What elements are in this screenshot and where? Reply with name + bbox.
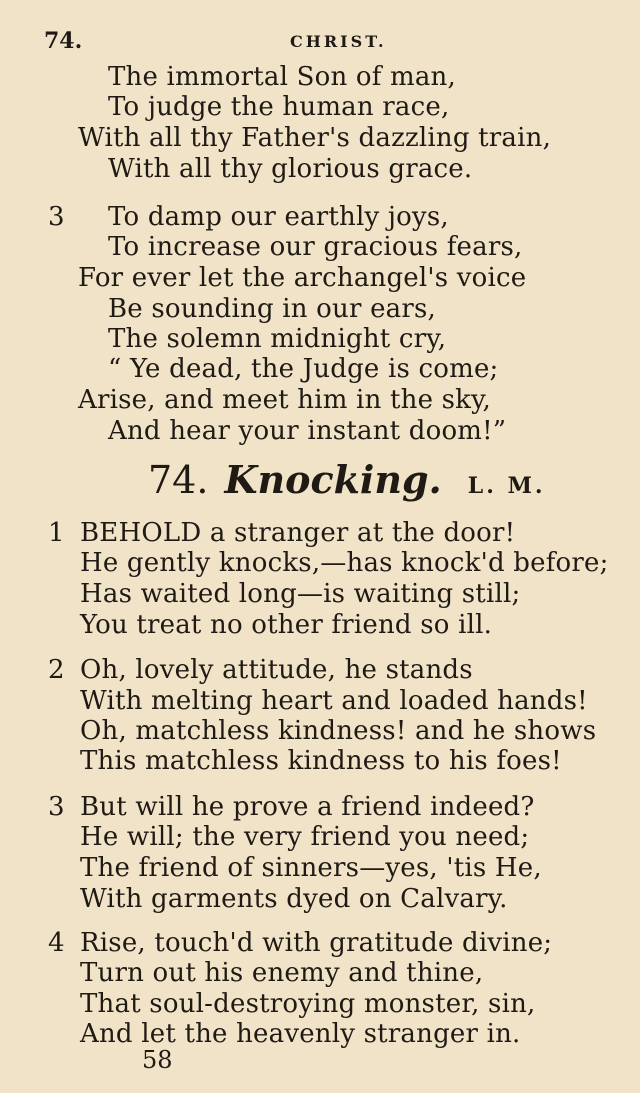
verse-line: The solemn midnight cry, xyxy=(108,324,447,354)
running-title: CHRIST. xyxy=(290,32,387,51)
verse-line: For ever let the archangel's voice xyxy=(78,263,527,293)
verse-line: With melting heart and loaded hands! xyxy=(80,686,588,716)
hymn-meter: L. M. xyxy=(467,473,546,499)
verse-line: To damp our earthly joys, xyxy=(108,202,449,232)
stanza-number: 2 xyxy=(48,655,65,685)
verse-line: But will he prove a friend indeed? xyxy=(80,792,535,822)
running-page-number: 74. xyxy=(44,28,83,54)
verse-line: And let the heavenly stranger in. xyxy=(80,1019,521,1049)
verse-line: With garments dyed on Calvary. xyxy=(80,884,508,914)
stanza-number: 3 xyxy=(48,792,65,822)
hymn-title: Knocking. xyxy=(224,457,442,502)
verse-line: This matchless kindness to his foes! xyxy=(80,746,562,776)
stanza-number: 4 xyxy=(48,928,65,958)
verse-line: With all thy Father's dazzling train, xyxy=(78,123,552,153)
verse-line: And hear your instant doom!” xyxy=(108,416,507,446)
verse-line: You treat no other friend so ill. xyxy=(80,610,493,640)
verse-line: To increase our gracious fears, xyxy=(108,232,523,262)
verse-line: Arise, and meet him in the sky, xyxy=(78,385,492,415)
verse-line: To judge the human race, xyxy=(108,92,450,122)
verse-line: He will; the very friend you need; xyxy=(80,822,530,852)
hymn-number: 74. xyxy=(148,458,209,502)
verse-line: The friend of sinners—yes, 'tis He, xyxy=(80,853,542,883)
verse-line: That soul-destroying monster, sin, xyxy=(80,989,536,1019)
hymn-heading xyxy=(148,458,546,508)
stanza-number: 3 xyxy=(48,202,65,232)
verse-line: With all thy glorious grace. xyxy=(108,154,473,184)
stanza-number: 1 xyxy=(48,518,65,548)
verse-line: Turn out his enemy and thine, xyxy=(80,958,484,988)
verse-line: Oh, lovely attitude, he stands xyxy=(80,655,473,685)
verse-line: He gently knocks,—has knock'd before; xyxy=(80,548,609,578)
verse-line: Has waited long—is waiting still; xyxy=(80,579,521,609)
verse-line: BEHOLD a stranger at the door! xyxy=(80,518,516,548)
verse-line: “ Ye dead, the Judge is come; xyxy=(108,354,499,384)
verse-line: The immortal Son of man, xyxy=(108,62,456,92)
verse-line: Rise, touch'd with gratitude divine; xyxy=(80,928,553,958)
page-number: 58 xyxy=(142,1046,173,1074)
verse-line: Oh, matchless kindness! and he shows xyxy=(80,716,597,746)
verse-line: Be sounding in our ears, xyxy=(108,294,436,324)
